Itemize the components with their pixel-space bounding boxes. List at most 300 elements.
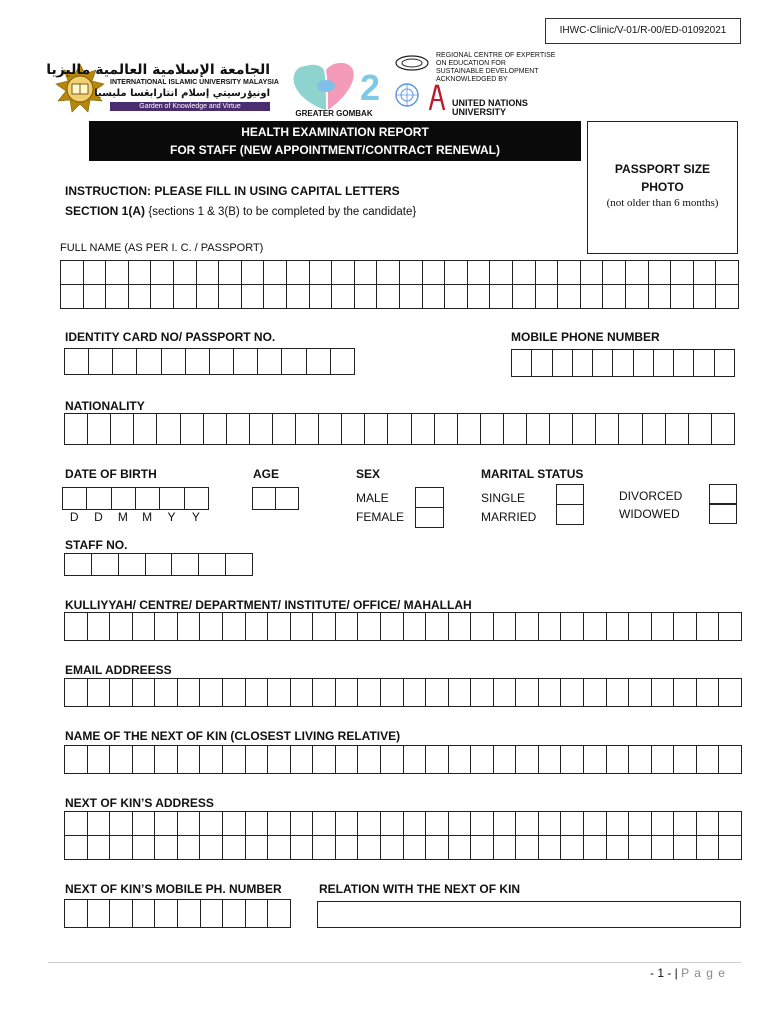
char-box[interactable] [63,488,87,510]
char-box[interactable] [174,285,197,309]
char-box[interactable] [113,349,137,375]
char-box[interactable] [532,350,552,377]
char-box[interactable] [65,900,88,928]
char-box[interactable] [539,836,562,860]
char-box[interactable] [449,836,472,860]
sex-female-checkbox[interactable] [415,507,444,528]
char-box[interactable] [313,613,336,641]
char-box[interactable] [84,261,107,285]
char-box[interactable] [494,746,517,774]
char-box[interactable] [61,261,84,285]
char-box[interactable] [536,285,559,309]
char-box[interactable] [223,900,246,928]
nok-mobile-boxes[interactable] [64,899,291,928]
char-box[interactable] [449,679,472,707]
char-box[interactable] [155,836,178,860]
char-box[interactable] [561,679,584,707]
char-box[interactable] [319,414,342,445]
kulliyyah-boxes[interactable] [64,612,742,641]
char-box[interactable] [671,261,694,285]
char-box[interactable] [516,746,539,774]
char-box[interactable] [234,349,258,375]
char-box[interactable] [671,285,694,309]
char-box[interactable] [65,349,89,375]
char-box[interactable] [172,554,199,576]
char-box[interactable] [481,414,504,445]
char-box[interactable] [652,746,675,774]
char-box[interactable] [516,613,539,641]
char-box[interactable] [65,414,88,445]
char-box[interactable] [162,349,186,375]
char-box[interactable] [573,350,593,377]
nok-relation-field[interactable] [317,901,741,928]
char-box[interactable] [133,836,156,860]
char-box[interactable] [697,746,720,774]
char-box[interactable] [449,812,472,836]
sex-male-checkbox[interactable] [415,487,444,508]
char-box[interactable] [65,812,88,836]
char-box[interactable] [291,812,314,836]
char-box[interactable] [377,261,400,285]
char-box[interactable] [649,285,672,309]
char-box[interactable] [287,261,310,285]
char-box[interactable] [412,414,435,445]
char-box[interactable] [536,261,559,285]
char-box[interactable] [619,414,642,445]
char-box[interactable] [358,836,381,860]
char-box[interactable] [694,285,717,309]
char-box[interactable] [423,285,446,309]
char-box[interactable] [449,746,472,774]
char-box[interactable] [629,836,652,860]
marital-divorced-checkbox[interactable] [709,484,737,505]
char-box[interactable] [88,900,111,928]
char-box[interactable] [404,613,427,641]
char-box[interactable] [674,350,694,377]
char-box[interactable] [291,746,314,774]
char-box[interactable] [550,414,573,445]
char-box[interactable] [652,812,675,836]
char-box[interactable] [151,285,174,309]
char-box[interactable] [291,613,314,641]
char-box[interactable] [377,285,400,309]
char-box[interactable] [629,746,652,774]
char-box[interactable] [151,261,174,285]
char-box[interactable] [336,613,359,641]
char-box[interactable] [716,261,739,285]
char-box[interactable] [157,414,180,445]
char-box[interactable] [106,285,129,309]
char-box[interactable] [336,812,359,836]
char-box[interactable] [719,812,742,836]
char-box[interactable] [313,812,336,836]
char-box[interactable] [527,414,550,445]
char-box[interactable] [185,488,209,510]
email-boxes[interactable] [64,678,742,707]
char-box[interactable] [253,488,276,510]
char-box[interactable] [471,613,494,641]
char-box[interactable] [558,261,581,285]
char-box[interactable] [227,414,250,445]
char-box[interactable] [110,836,133,860]
char-box[interactable] [200,679,223,707]
char-box[interactable] [468,285,491,309]
char-box[interactable] [426,812,449,836]
char-box[interactable] [178,613,201,641]
char-box[interactable] [155,812,178,836]
char-box[interactable] [133,900,156,928]
char-box[interactable] [282,349,306,375]
char-box[interactable] [674,679,697,707]
char-box[interactable] [626,285,649,309]
char-box[interactable] [178,836,201,860]
char-box[interactable] [246,613,269,641]
char-box[interactable] [490,261,513,285]
char-box[interactable] [494,613,517,641]
char-box[interactable] [200,746,223,774]
char-box[interactable] [689,414,712,445]
char-box[interactable] [268,812,291,836]
char-box[interactable] [186,349,210,375]
char-box[interactable] [388,414,411,445]
char-box[interactable] [134,414,157,445]
char-box[interactable] [513,285,536,309]
char-box[interactable] [423,261,446,285]
char-box[interactable] [155,900,178,928]
char-box[interactable] [210,349,234,375]
char-box[interactable] [112,488,136,510]
marital-widowed-checkbox[interactable] [709,503,737,524]
char-box[interactable] [381,746,404,774]
char-box[interactable] [65,746,88,774]
char-box[interactable] [287,285,310,309]
char-box[interactable] [88,679,111,707]
char-box[interactable] [697,812,720,836]
char-box[interactable] [106,261,129,285]
char-box[interactable] [504,414,527,445]
char-box[interactable] [468,261,491,285]
char-box[interactable] [471,746,494,774]
char-box[interactable] [573,414,596,445]
char-box[interactable] [652,679,675,707]
char-box[interactable] [88,613,111,641]
char-box[interactable] [426,679,449,707]
char-box[interactable] [181,414,204,445]
char-box[interactable] [111,414,134,445]
char-box[interactable] [110,812,133,836]
char-box[interactable] [88,746,111,774]
char-box[interactable] [136,488,160,510]
char-box[interactable] [178,746,201,774]
char-box[interactable] [381,812,404,836]
char-box[interactable] [336,679,359,707]
char-box[interactable] [494,812,517,836]
char-box[interactable] [539,746,562,774]
char-box[interactable] [61,285,84,309]
char-box[interactable] [307,349,331,375]
char-box[interactable] [160,488,184,510]
char-box[interactable] [276,488,299,510]
age-boxes[interactable] [252,487,299,510]
char-box[interactable] [561,836,584,860]
char-box[interactable] [603,261,626,285]
char-box[interactable] [155,746,178,774]
char-box[interactable] [458,414,481,445]
passport-photo-box[interactable] [587,121,738,254]
char-box[interactable] [584,746,607,774]
char-box[interactable] [310,285,333,309]
char-box[interactable] [246,812,269,836]
char-box[interactable] [223,746,246,774]
char-box[interactable] [219,285,242,309]
char-box[interactable] [581,261,604,285]
char-box[interactable] [310,261,333,285]
char-box[interactable] [65,613,88,641]
char-box[interactable] [129,261,152,285]
char-box[interactable] [674,746,697,774]
char-box[interactable] [629,679,652,707]
char-box[interactable] [133,679,156,707]
char-box[interactable] [223,679,246,707]
char-box[interactable] [715,350,735,377]
dob-boxes[interactable] [62,487,209,510]
char-box[interactable] [264,261,287,285]
char-box[interactable] [561,613,584,641]
char-box[interactable] [516,836,539,860]
char-box[interactable] [490,285,513,309]
char-box[interactable] [697,613,720,641]
char-box[interactable] [88,812,111,836]
char-box[interactable] [313,679,336,707]
char-box[interactable] [174,261,197,285]
char-box[interactable] [246,900,269,928]
char-box[interactable] [539,613,562,641]
char-box[interactable] [137,349,161,375]
char-box[interactable] [201,900,224,928]
char-box[interactable] [133,746,156,774]
char-box[interactable] [110,613,133,641]
char-box[interactable] [268,900,291,928]
char-box[interactable] [584,812,607,836]
char-box[interactable] [494,679,517,707]
char-box[interactable] [133,613,156,641]
char-box[interactable] [400,261,423,285]
char-box[interactable] [426,746,449,774]
char-box[interactable] [558,285,581,309]
char-box[interactable] [336,836,359,860]
char-box[interactable] [697,836,720,860]
char-box[interactable] [331,349,355,375]
char-box[interactable] [110,900,133,928]
char-box[interactable] [426,836,449,860]
char-box[interactable] [223,812,246,836]
char-box[interactable] [471,679,494,707]
char-box[interactable] [246,836,269,860]
char-box[interactable] [426,613,449,641]
char-box[interactable] [584,836,607,860]
char-box[interactable] [654,350,674,377]
char-box[interactable] [381,613,404,641]
char-box[interactable] [332,285,355,309]
char-box[interactable] [291,836,314,860]
char-box[interactable] [223,836,246,860]
char-box[interactable] [719,746,742,774]
nationality-boxes[interactable] [64,413,735,445]
char-box[interactable] [119,554,146,576]
char-box[interactable] [197,285,220,309]
char-box[interactable] [539,679,562,707]
char-box[interactable] [268,613,291,641]
char-box[interactable] [404,812,427,836]
char-box[interactable] [273,414,296,445]
char-box[interactable] [358,812,381,836]
char-box[interactable] [445,261,468,285]
char-box[interactable] [694,350,714,377]
char-box[interactable] [92,554,119,576]
char-box[interactable] [146,554,173,576]
char-box[interactable] [358,679,381,707]
char-box[interactable] [268,746,291,774]
char-box[interactable] [626,261,649,285]
char-box[interactable] [629,613,652,641]
char-box[interactable] [358,746,381,774]
char-box[interactable] [197,261,220,285]
char-box[interactable] [65,554,92,576]
char-box[interactable] [561,746,584,774]
char-box[interactable] [65,836,88,860]
char-box[interactable] [219,261,242,285]
char-box[interactable] [313,746,336,774]
char-box[interactable] [652,836,675,860]
char-box[interactable] [674,836,697,860]
char-box[interactable] [607,812,630,836]
char-box[interactable] [404,679,427,707]
char-box[interactable] [268,836,291,860]
char-box[interactable] [400,285,423,309]
char-box[interactable] [178,679,201,707]
char-box[interactable] [719,679,742,707]
char-box[interactable] [712,414,735,445]
char-box[interactable] [313,836,336,860]
char-box[interactable] [607,613,630,641]
char-box[interactable] [593,350,613,377]
char-box[interactable] [242,261,265,285]
char-box[interactable] [296,414,319,445]
char-box[interactable] [719,613,742,641]
marital-married-checkbox[interactable] [556,504,584,525]
char-box[interactable] [358,613,381,641]
char-box[interactable] [435,414,458,445]
char-box[interactable] [471,812,494,836]
char-box[interactable] [649,261,672,285]
char-box[interactable] [342,414,365,445]
char-box[interactable] [155,613,178,641]
mobile-phone-boxes[interactable] [511,349,735,377]
char-box[interactable] [445,285,468,309]
char-box[interactable] [199,554,226,576]
char-box[interactable] [652,613,675,641]
char-box[interactable] [268,679,291,707]
char-box[interactable] [246,746,269,774]
char-box[interactable] [89,349,113,375]
char-box[interactable] [581,285,604,309]
char-box[interactable] [513,261,536,285]
char-box[interactable] [471,836,494,860]
char-box[interactable] [613,350,633,377]
char-box[interactable] [634,350,654,377]
full-name-boxes[interactable] [60,260,739,309]
char-box[interactable] [178,900,201,928]
char-box[interactable] [336,746,359,774]
char-box[interactable] [629,812,652,836]
char-box[interactable] [607,836,630,860]
char-box[interactable] [223,613,246,641]
char-box[interactable] [674,613,697,641]
char-box[interactable] [404,746,427,774]
char-box[interactable] [200,812,223,836]
char-box[interactable] [88,414,111,445]
char-box[interactable] [355,261,378,285]
char-box[interactable] [87,488,111,510]
char-box[interactable] [607,746,630,774]
char-box[interactable] [516,679,539,707]
char-box[interactable] [607,679,630,707]
char-box[interactable] [242,285,265,309]
char-box[interactable] [694,261,717,285]
char-box[interactable] [155,679,178,707]
char-box[interactable] [584,613,607,641]
char-box[interactable] [355,285,378,309]
char-box[interactable] [133,812,156,836]
char-box[interactable] [200,836,223,860]
char-box[interactable] [666,414,689,445]
char-box[interactable] [365,414,388,445]
char-box[interactable] [258,349,282,375]
char-box[interactable] [553,350,573,377]
char-box[interactable] [494,836,517,860]
nok-address-boxes[interactable] [64,811,742,860]
char-box[interactable] [539,812,562,836]
char-box[interactable] [512,350,532,377]
char-box[interactable] [291,679,314,707]
char-box[interactable] [516,812,539,836]
char-box[interactable] [596,414,619,445]
char-box[interactable] [88,836,111,860]
char-box[interactable] [178,812,201,836]
char-box[interactable] [246,679,269,707]
char-box[interactable] [332,261,355,285]
staff-no-boxes[interactable] [64,553,253,576]
char-box[interactable] [561,812,584,836]
char-box[interactable] [250,414,273,445]
char-box[interactable] [584,679,607,707]
char-box[interactable] [226,554,253,576]
marital-single-checkbox[interactable] [556,484,584,505]
char-box[interactable] [716,285,739,309]
char-box[interactable] [204,414,227,445]
char-box[interactable] [697,679,720,707]
char-box[interactable] [381,836,404,860]
char-box[interactable] [200,613,223,641]
next-of-kin-boxes[interactable] [64,745,742,774]
char-box[interactable] [404,836,427,860]
char-box[interactable] [264,285,287,309]
char-box[interactable] [674,812,697,836]
char-box[interactable] [129,285,152,309]
char-box[interactable] [110,679,133,707]
char-box[interactable] [381,679,404,707]
ic-passport-boxes[interactable] [64,348,355,375]
